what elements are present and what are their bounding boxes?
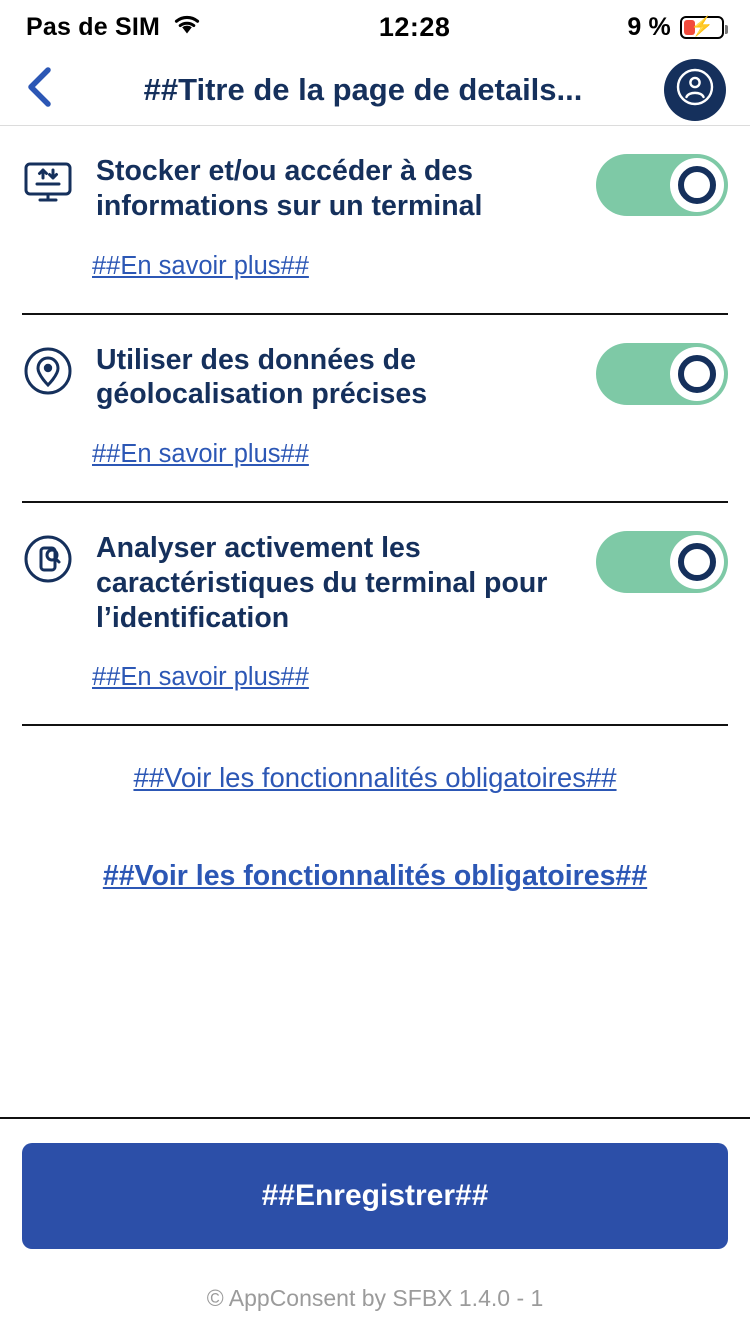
purpose-toggle[interactable] bbox=[596, 343, 728, 405]
purpose-item bbox=[22, 315, 728, 504]
purpose-item bbox=[22, 126, 728, 315]
purpose-header bbox=[22, 529, 728, 635]
purposes-list bbox=[0, 126, 750, 1117]
battery-charging-icon: ⚡ bbox=[680, 16, 724, 39]
carrier-label: Pas de SIM bbox=[26, 12, 160, 41]
avatar[interactable] bbox=[664, 59, 726, 121]
status-bar-right bbox=[627, 13, 724, 42]
chevron-left-icon bbox=[24, 65, 56, 114]
save-button[interactable]: ##Enregistrer## bbox=[22, 1143, 728, 1249]
status-bar-left bbox=[26, 13, 202, 42]
purpose-item bbox=[22, 503, 728, 726]
clock-label: 12:28 bbox=[378, 11, 451, 42]
features-links bbox=[22, 726, 728, 895]
page-title: ##Titre de la page de details... bbox=[143, 71, 583, 107]
geolocation-target-icon bbox=[22, 345, 74, 397]
purpose-toggle[interactable] bbox=[596, 531, 728, 593]
purpose-header bbox=[22, 341, 728, 413]
mandatory-features-link[interactable]: ##Voir les fonctionnalités obligatoires## bbox=[133, 762, 617, 794]
toggle-knob bbox=[670, 535, 724, 589]
purpose-label: Analyser activement les caractéristiques du terminal pour l’identification bbox=[96, 532, 548, 634]
purpose-header bbox=[22, 152, 728, 224]
back-button[interactable] bbox=[18, 68, 62, 112]
purpose-toggle[interactable] bbox=[596, 154, 728, 216]
toggle-knob bbox=[670, 347, 724, 401]
learn-more-link[interactable]: ##En savoir plus## bbox=[92, 440, 309, 469]
status-bar bbox=[0, 0, 750, 54]
app-header bbox=[0, 54, 750, 126]
device-storage-upload-download-icon bbox=[22, 156, 74, 208]
wifi-icon bbox=[172, 13, 202, 42]
battery-percent-label: 9 % bbox=[627, 12, 671, 41]
footer bbox=[0, 1117, 750, 1334]
copyright-label: © AppConsent by SFBX 1.4.0 - 1 bbox=[206, 1285, 544, 1311]
purpose-label: Utiliser des données de géolocalisation précises bbox=[96, 343, 428, 411]
device-scan-identify-icon bbox=[22, 533, 74, 585]
mandatory-features-link-bold[interactable]: ##Voir les fonctionnalités obligatoires## bbox=[102, 860, 648, 893]
purpose-label: Stocker et/ou accéder à des informations sur un terminal bbox=[96, 155, 483, 222]
toggle-knob bbox=[670, 158, 724, 212]
learn-more-link[interactable]: ##En savoir plus## bbox=[92, 251, 309, 280]
user-avatar-icon bbox=[675, 67, 715, 112]
learn-more-link[interactable]: ##En savoir plus## bbox=[92, 663, 309, 692]
